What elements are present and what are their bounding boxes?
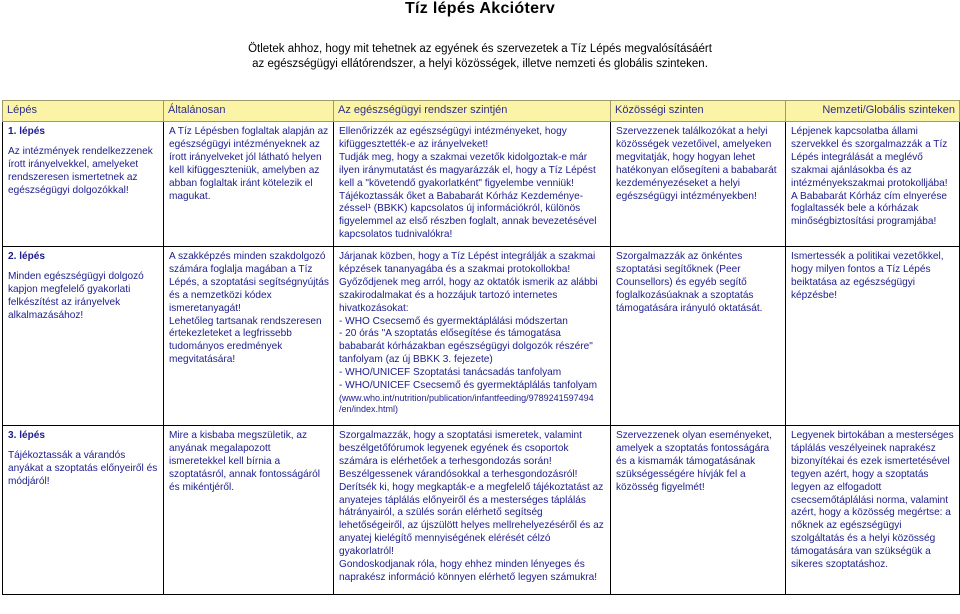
step-text: Minden egészségügyi dolgozó kapjon megfelelő gyakorlati felkészítést az irányelvek alkalmazásához! [8,270,144,321]
national-cell [786,122,960,247]
health-system-text: - 20 órás "A szoptatás elősegítése és támogatása bababarát kórházakban egészségügyi dolgozók részére" tanfolyam (az új BBKK 3. fejezete) [339,328,593,366]
national-text: Lépjenek kapcsolatba állami szervekkel és szorgalmazzák a Tíz Lépés integrálását a meglévő szakmai ajánlásokba és az intézményekszakmai protokolljába! [791,126,948,189]
step-label: 1. lépés [8,126,46,137]
national-cell [786,247,960,426]
reference-link[interactable]: (www.who.int/nutrition/publication/infantfeeding/9789241597494 /en/index.html) [339,392,594,414]
general-cell [164,122,334,247]
general-cell [164,247,334,426]
step-label: 3. lépés [8,430,46,441]
table-row [3,247,960,426]
health-system-text: Szorgalmazzák, hogy a szoptatási ismeretek, valamint beszélgetőfórumok legyenek egyének és csoportok számára is elérhetőek a terhesgondozás során! [339,430,582,467]
national-text: Ismertessék a politikai vezetőkkel, hogy milyen fontos a Tíz Lépés beiktatása az egészségügyi képzésbe! [791,251,944,301]
intro-text [0,42,960,72]
health-system-text: Beszélgessenek várandósokkal a terhesgondozásról! [339,468,578,480]
step-cell [3,122,164,247]
header-national: Nemzeti/Globális szinteken [786,101,960,122]
community-cell [611,122,786,247]
header-community: Közösségi szinten [611,101,786,122]
health-system-text: Győződjenek meg arról, hogy az oktatók ismerik az alábbi szakirodalmakat és a hozzájuk tartozó internetes hivatkozásokat: [339,276,598,314]
general-text: A szakképzés minden szakdolgozó számára foglalja magában a Tíz Lépés, a szoptatási segítségnyújtás és a nemzetközi kódex ismeretanyagát! [169,251,329,314]
general-text: Lehetőleg tartsanak rendszeresen értekezleteket a legfrissebb tudományos eredmények megvitatására! [169,315,322,366]
step-text: Az intézmények rendelkezzenek írott irányelvekkel, amelyeket rendszeresen ismertetnek az egészségügyi dolgozókkal! [8,145,153,196]
step-text: Tájékoztassák a várandós anyákat a szoptatás előnyeiről és módjáról! [8,449,158,487]
health-system-text: Derítsék ki, hogy megkapták-e a megfelelő tájékoztatást az anyatejes táplálás előnyeiről és a mesterséges táplálás hátrányairól, a szülés során elérhető segítség lehetőségeiről, az újszülött helyes mellrehelyezéséről és az anyatej kielégítő mennyiségének elérését célzó gyakorlatról! [339,481,604,558]
step-cell [3,426,164,595]
general-text: A Tíz Lépésben foglaltak alapján az egészségügyi intézményeknek az írott irányelveket jól látható helyen kell kifüggeszteniük, amelyben az abban foglaltak iránt kötelezik el magukat. [169,126,329,202]
page-title: Tíz lépés Akcióterv [404,0,556,17]
intro-line-1: Ötletek ahhoz, hogy mit tehetnek az egyének és szervezetek a Tíz Lépés megvalósításáért [248,43,712,55]
health-system-text: - WHO Csecsemő és gyermektáplálási módszertan [339,315,568,327]
health-system-cell [334,426,611,595]
health-system-cell [334,122,611,247]
step-label: 2. lépés [8,251,46,262]
community-text: Szervezzenek találkozókat a helyi közösségek vezetőivel, amelyeken megvitatják, hogy hogyan lehet hatékonyan elősegíteni a bababarát kezdeményezéseket a helyi egészségügyi intézményekben! [616,126,777,202]
national-text: A Bababarát Kórház cím elnyerése foglaltassék bele a kórházak minőségbiztosítási programjába! [791,190,947,228]
health-system-text: - WHO/UNICEF Szoptatási tanácsadás tanfolyam [339,367,562,379]
community-text: Szorgalmazzák az önkéntes szoptatási segítőknek (Peer Counsellors) és egyéb segítő foglalkozásúaknak a szoptatás támogatására irányuló oktatását. [616,251,763,314]
intro-line-2: az egészségügyi ellátórendszer, a helyi közösségek, illetve nemzeti és globális szinteken. [252,58,708,70]
health-system-text: Tájékoztassák őket a Bababarát Kórház Kezdeménye-zéssel¹ (BBKK) kapcsolatos új információkról, különös figyelemmel az első részben foglalt, annak bevezetésével kapcsolatos tudnivalókra! [339,190,597,241]
national-cell [786,426,960,595]
step-cell [3,247,164,426]
table-row [3,122,960,247]
header-health-system: Az egészségügyi rendszer szintjén [334,101,611,122]
health-system-text: Tudják meg, hogy a szakmai vezetők kidolgoztak-e már ilyen iránymutatást és magyarázzák el, hogy a Tíz Lépést kell a "követendő gyakorlatként" figyelembe venniük! [339,151,596,189]
health-system-text: Gondoskodjanak róla, hogy ehhez minden lényeges és naprakész információ könnyen elérhető legyen számukra! [339,559,598,583]
health-system-text: Járjanak közben, hogy a Tíz Lépést integrálják a szakmai képzések tananyagába és a szakmai protokollokba! [339,251,596,275]
community-text: Szervezzenek olyan eseményeket, amelyek a szoptatás fontosságára és a kismamák támogatásának szükségességére hívják fel a közösség figyelmét! [616,430,772,493]
table-row [3,426,960,595]
action-plan-table [2,100,960,595]
general-cell [164,426,334,595]
general-text: Mire a kisbaba megszületik, az anyának megalapozott ismeretekkel kell bírnia a szoptatásról, annak fontosságáról és mikéntjéről. [169,430,320,493]
national-text: Legyenek birtokában a mesterséges táplálás veszélyeinek naprakész bizonyítékai és ezek ismertetésével tegyen azért, hogy a szoptatás legyen az elfogadott csecsemőtáplálási norma, valamint azért, hogy a közösség megértse: a nőknek az egészségügyi szolgáltatás és a helyi közösség támogatására van szükségük a sikeres szoptatáshoz. [791,430,954,571]
community-cell [611,247,786,426]
health-system-text: - WHO/UNICEF Csecsemő és gyermektáplálás tanfolyam [339,380,598,392]
header-general: Általánosan [164,101,334,122]
header-step: Lépés [3,101,164,122]
health-system-cell [334,247,611,426]
health-system-text: Ellenőrizzék az egészségügyi intézményeket, hogy kifüggesztették-e az irányelveket! [339,126,567,150]
community-cell [611,426,786,595]
header-row [3,101,960,122]
